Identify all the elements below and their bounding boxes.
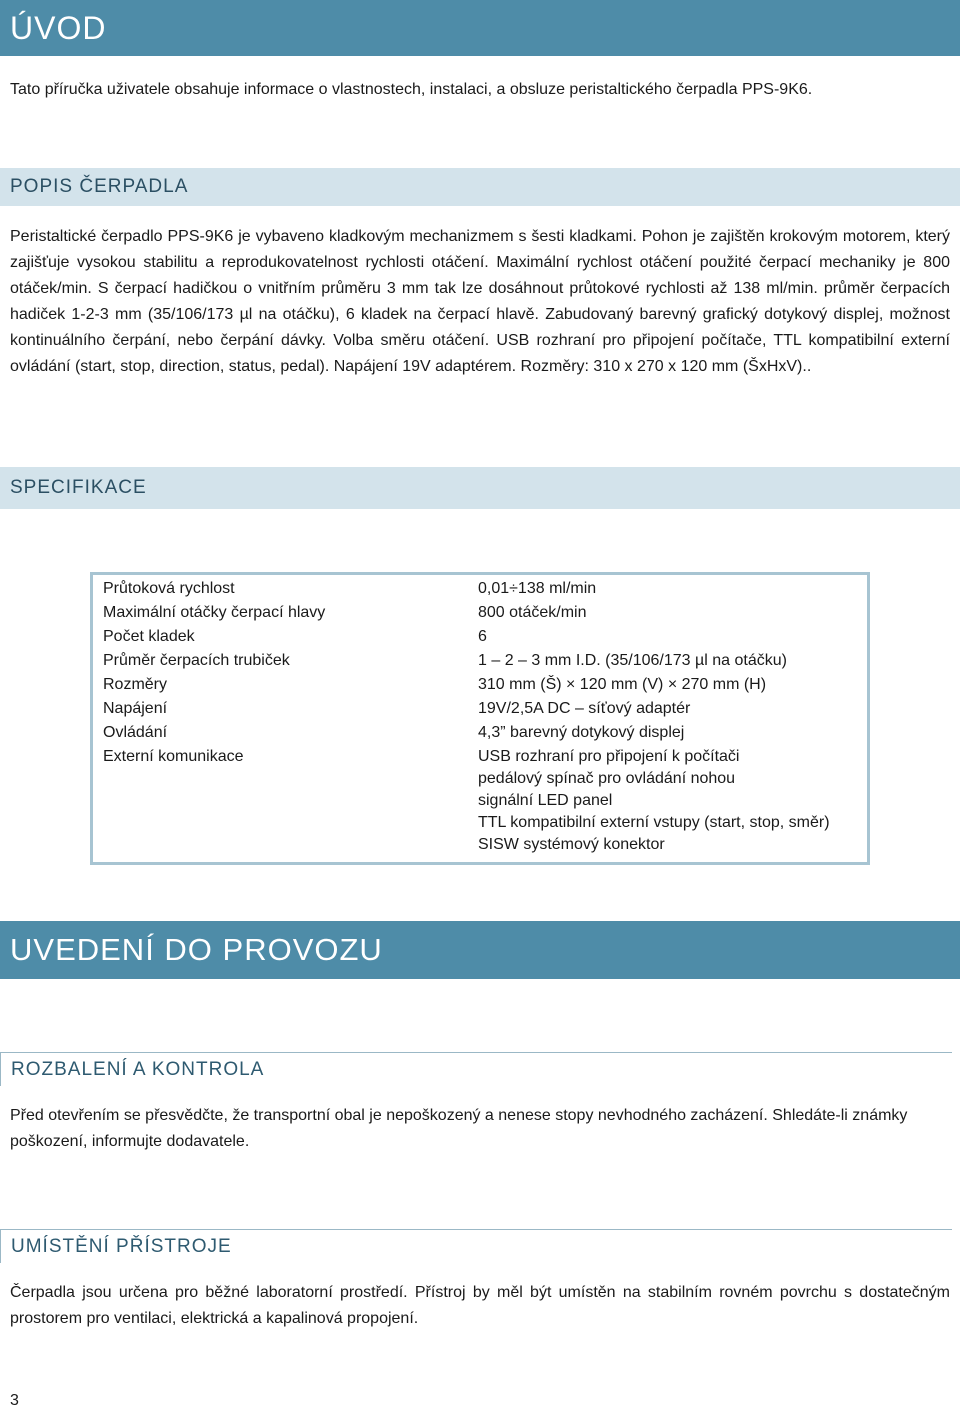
spec-label: Počet kladek: [103, 628, 195, 645]
spec-value-list: [468, 746, 869, 864]
spec-row: [92, 574, 869, 603]
spec-value-line: signální LED panel: [478, 792, 613, 809]
intro-heading: ÚVOD: [10, 10, 107, 46]
spec-table: [90, 572, 870, 865]
unpacking-text: Před otevřením se přesvědčte, že transportní obal je nepoškozený a nenese stopy nevhodného zacházení. Shledáte-li známky poškození, informujte dodavatele.: [10, 1107, 908, 1150]
spec-value-line: USB rozhraní pro připojení k počítači: [478, 748, 740, 765]
spec-label: Ovládání: [103, 724, 168, 741]
spec-row: [92, 626, 869, 650]
placement-text: Čerpadla jsou určena pro běžné laboratorní prostředí. Přístroj by měl být umístěn na stabilním rovném povrchu s dostatečným prostorem pro ventilaci, elektrická a kapalinová propojení.: [10, 1284, 950, 1327]
spec-label: Průtoková rychlost: [103, 580, 235, 597]
spec-row: [92, 698, 869, 722]
startup-heading-band: [0, 921, 960, 979]
spec-label: Externí komunikace: [103, 748, 244, 765]
spec-value: 19V/2,5A DC – síťový adaptér: [478, 700, 691, 717]
spec-row: [92, 602, 869, 626]
spec-value-line: TTL kompatibilní externí vstupy (start, stop, směr): [478, 814, 830, 831]
specs-heading-band: [0, 467, 960, 509]
intro-heading-band: [0, 0, 960, 56]
spec-label: Napájení: [103, 700, 168, 717]
page-number: 3: [10, 1392, 19, 1409]
description-heading: POPIS ČERPADLA: [10, 176, 189, 197]
spec-label: Průměr čerpacích trubiček: [103, 652, 290, 669]
spec-row: [92, 674, 869, 698]
spec-value: 1 – 2 – 3 mm I.D. (35/106/173 µl na otáčku): [478, 652, 787, 669]
spec-row-communication: [92, 746, 869, 864]
spec-value: 0,01÷138 ml/min: [478, 580, 597, 597]
description-text: Peristaltické čerpadlo PPS-9K6 je vybaveno kladkovým mechanizmem s šesti kladkami. Pohon je zajištěn krokovým motorem, který zajišťuje vysokou stabilitu a reprodukovatelnost rychlosti otáčení. Maximální rychlost otáčení použité čerpací mechaniky je 800 otáček/min. S čerpací hadičkou o vnitřním průměru 3 mm tak lze dosáhnout průtokové rychlosti až 138 ml/min. průměr čerpacích hadiček 1-2-3 mm (35/106/173 µl na otáčku), 6 kladek na čerpací hlavě. Zabudovaný barevný grafický dotykový displej, možnost kontinuálního čerpání, nebo čerpání dávky. Volba směru otáčení. USB rozhraní pro připojení počítače, TTL kompatibilní externí ovládání (start, stop, direction, status, pedal). Napájení 19V adaptérem. Rozměry: 310 x 270 x 120 mm (ŠxHxV)..: [10, 228, 950, 375]
spec-value: 4,3” barevný dotykový displej: [478, 724, 685, 741]
specs-heading: SPECIFIKACE: [10, 477, 147, 498]
intro-text: Tato příručka uživatele obsahuje informace o vlastnostech, instalaci, a obsluze peristaltického čerpadla PPS-9K6.: [10, 81, 813, 98]
spec-value-line: pedálový spínač pro ovládání nohou: [478, 770, 736, 787]
spec-value: 6: [478, 628, 487, 645]
spec-row: [92, 650, 869, 674]
startup-heading: UVEDENÍ DO PROVOZU: [10, 932, 383, 967]
description-heading-band: [0, 168, 960, 206]
placement-heading: UMÍSTĚNÍ PŘÍSTROJE: [11, 1236, 232, 1257]
spec-row: [92, 722, 869, 746]
spec-label: Rozměry: [103, 676, 168, 693]
spec-value: 800 otáček/min: [478, 604, 587, 621]
unpacking-heading: ROZBALENÍ A KONTROLA: [11, 1059, 265, 1080]
spec-value-line: SISW systémový konektor: [478, 836, 665, 853]
spec-label: Maximální otáčky čerpací hlavy: [103, 604, 326, 621]
unpacking-heading-frame: [0, 1052, 952, 1086]
spec-value: 310 mm (Š) × 120 mm (V) × 270 mm (H): [478, 676, 767, 693]
placement-heading-frame: [0, 1229, 952, 1263]
